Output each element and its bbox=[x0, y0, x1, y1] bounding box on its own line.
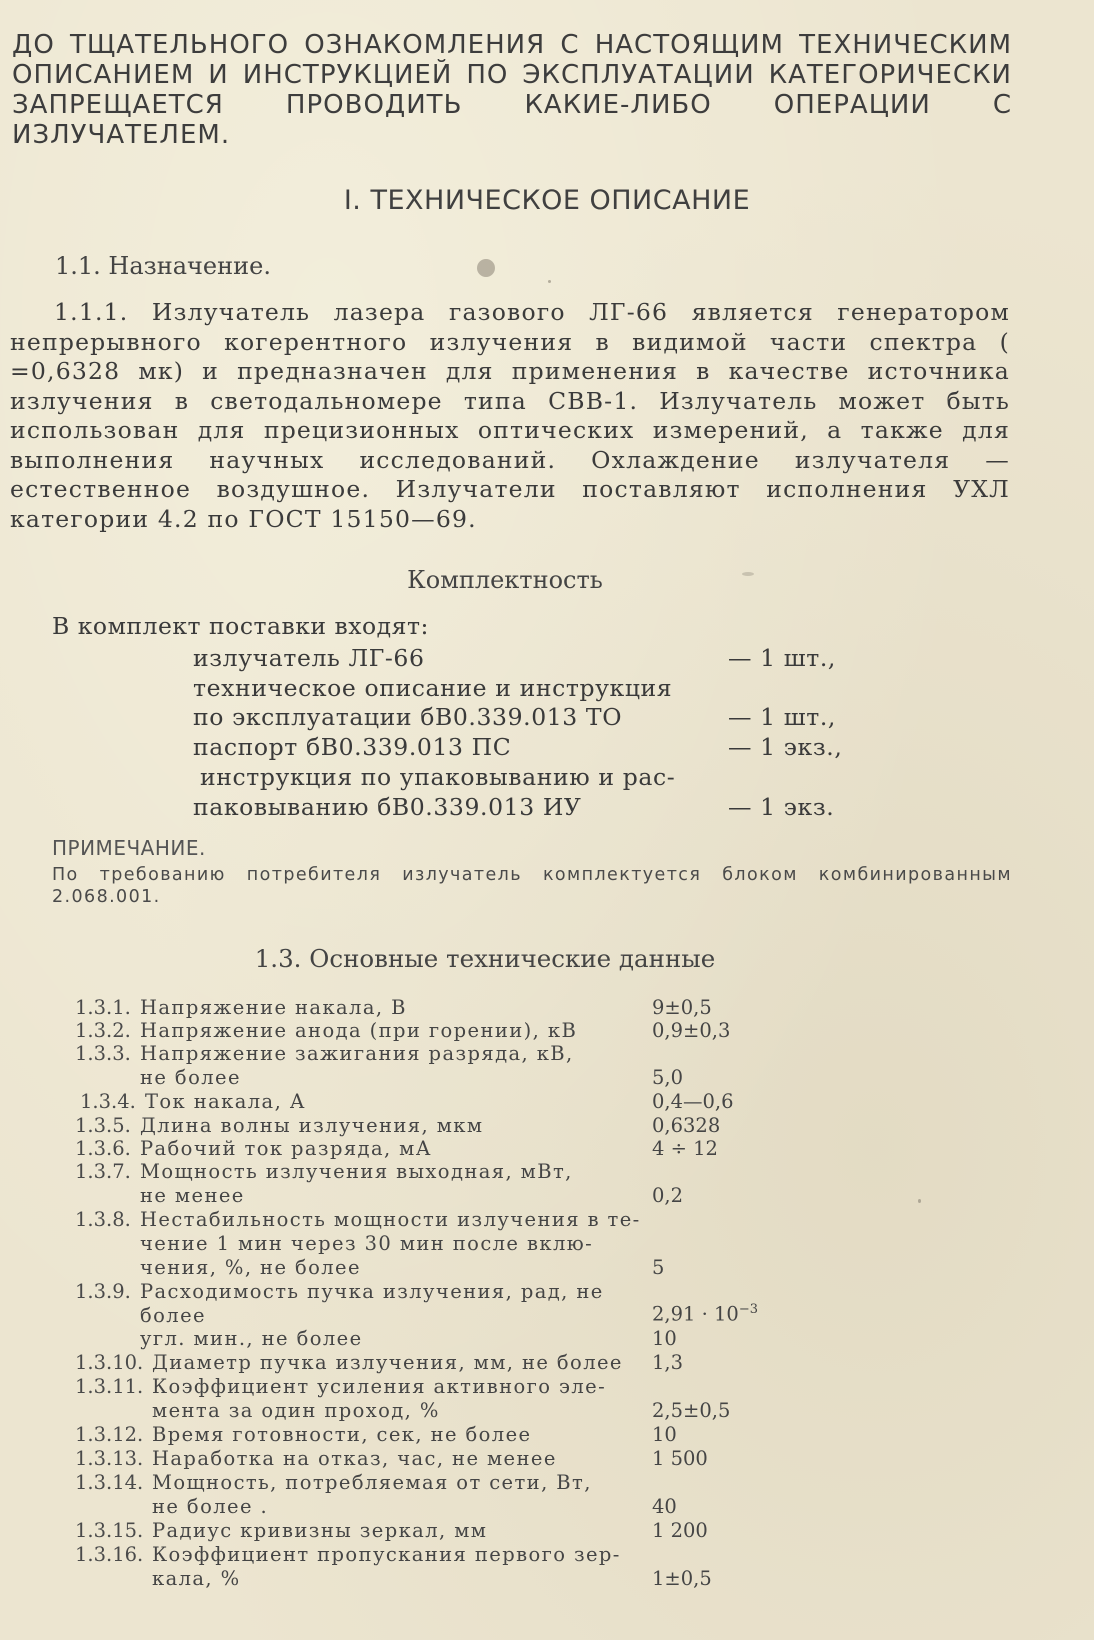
spec-number: 1.3.11. bbox=[75, 1375, 144, 1398]
spec-label: чения, %, не более bbox=[140, 1256, 361, 1279]
spec-value bbox=[652, 1302, 758, 1326]
spec-value: 1 500 bbox=[652, 1447, 708, 1470]
spec-label: Рабочий ток разряда, мА bbox=[140, 1137, 432, 1160]
spec-label: Диаметр пучка излучения, мм, не более bbox=[152, 1351, 623, 1374]
kit-intro: В комплект поставки входят: bbox=[52, 612, 429, 640]
spec-label: Напряжение зажигания разряда, кВ, bbox=[140, 1042, 574, 1065]
spec-label: кала, % bbox=[152, 1567, 241, 1590]
note-text: По требованию потребителя излучатель комплектуется блоком комбинированным 2.068.001. bbox=[52, 865, 1012, 907]
spec-label: не менее bbox=[140, 1184, 245, 1207]
kit-heading: Комплектность bbox=[407, 566, 603, 594]
spec-value: 10 bbox=[652, 1327, 677, 1350]
kit-item-line: паспорт бВ0.339.013 ПС bbox=[193, 733, 512, 761]
spec-label: Коэффициент усиления активного эле- bbox=[152, 1375, 607, 1398]
spec-label: Длина волны излучения, мкм bbox=[140, 1114, 484, 1137]
spec-label: Время готовности, сек, не более bbox=[152, 1423, 532, 1446]
spec-label: более bbox=[140, 1304, 206, 1327]
purpose-paragraph: 1.1.1. Излучатель лазера газового ЛГ-66 является генератором непрерывного когерентного излучения в видимой части спектра ( =0,6328 мк) и предназначен для применения в качестве источника излучения в светодальномере типа СВВ-1. Излучатель может быть использован для прецизионных оптических измерений, а также для выполнения научных исследований. Охлаждение излучателя — естественное воздушное. Излучатели поставляют исполнения УХЛ категории 4.2 по ГОСТ 15150—69. bbox=[10, 298, 1010, 533]
kit-item-qty: — 1 шт., bbox=[728, 703, 836, 731]
spec-label: Мощность, потребляемая от сети, Вт, bbox=[152, 1471, 592, 1494]
kit-item-line: излучатель ЛГ-66 bbox=[193, 644, 425, 672]
spec-value: 0,6328 bbox=[652, 1114, 721, 1137]
kit-item-qty: — 1 экз., bbox=[728, 733, 843, 761]
spec-label: Наработка на отказ, час, не менее bbox=[152, 1447, 557, 1470]
kit-item-qty: — 1 шт., bbox=[728, 644, 836, 672]
spec-label: угл. мин., не более bbox=[140, 1327, 363, 1350]
spec-label: Ток накала, А bbox=[145, 1090, 306, 1113]
spec-number: 1.3.12. bbox=[75, 1423, 144, 1446]
spec-number: 1.3.15. bbox=[75, 1519, 144, 1542]
spec-value: 0,9±0,3 bbox=[652, 1019, 731, 1042]
spec-number: 1.3.13. bbox=[75, 1447, 144, 1470]
spec-value: 4 ÷ 12 bbox=[652, 1137, 718, 1160]
spec-number: 1.3.4. bbox=[80, 1090, 136, 1113]
spec-number: 1.3.16. bbox=[75, 1543, 144, 1566]
spec-value: 40 bbox=[652, 1495, 677, 1518]
purpose-heading: 1.1. Назначение. bbox=[55, 252, 271, 280]
spec-value: 9±0,5 bbox=[652, 996, 712, 1019]
spec-label: не более . bbox=[152, 1495, 269, 1518]
spec-value: 0,4—0,6 bbox=[652, 1090, 734, 1113]
spec-value: 0,2 bbox=[652, 1184, 684, 1207]
kit-item-line: техническое описание и инструкция bbox=[193, 674, 673, 702]
spec-label: Нестабильность мощности излучения в те- bbox=[140, 1208, 641, 1231]
spec-label: чение 1 мин через 30 мин после вклю- bbox=[140, 1232, 594, 1255]
spec-number: 1.3.9. bbox=[75, 1280, 131, 1303]
kit-item-qty: — 1 экз. bbox=[728, 793, 835, 821]
paper-speck bbox=[548, 280, 551, 283]
spec-number: 1.3.6. bbox=[75, 1137, 131, 1160]
spec-value: 1±0,5 bbox=[652, 1567, 712, 1590]
note-title: ПРИМЕЧАНИЕ. bbox=[52, 836, 206, 860]
spec-label: Напряжение накала, В bbox=[140, 996, 407, 1019]
spec-number: 1.3.5. bbox=[75, 1114, 131, 1137]
spec-label: Мощность излучения выходная, мВт, bbox=[140, 1160, 573, 1183]
paper-speck bbox=[918, 1199, 921, 1203]
spec-number: 1.3.3. bbox=[75, 1042, 131, 1065]
spec-value: 5 bbox=[652, 1256, 665, 1279]
spec-number: 1.3.2. bbox=[75, 1019, 131, 1042]
spec-value: 5,0 bbox=[652, 1066, 684, 1089]
spec-value: 10 bbox=[652, 1423, 677, 1446]
kit-item-line: инструкция по упаковыванию и рас- bbox=[200, 763, 676, 791]
spec-label: мента за один проход, % bbox=[152, 1399, 440, 1422]
spec-number: 1.3.10. bbox=[75, 1351, 144, 1374]
warning-notice: ДО ТЩАТЕЛЬНОГО ОЗНАКОМЛЕНИЯ С НАСТОЯЩИМ ТЕХНИЧЕСКИМ ОПИСАНИЕМ И ИНСТРУКЦИЕЙ ПО ЭКСПЛУАТАЦИИ КАТЕГОРИЧЕСКИ ЗАПРЕЩАЕТСЯ ПРОВОДИТЬ КАКИЕ-ЛИБО ОПЕРАЦИИ С ИЗЛУЧАТЕЛЕМ. bbox=[12, 30, 1012, 150]
paper-speck bbox=[477, 259, 495, 277]
kit-item-line: по эксплуатации бВ0.339.013 ТО bbox=[193, 703, 623, 731]
specs-heading: 1.3. Основные технические данные bbox=[254, 944, 716, 973]
spec-number: 1.3.8. bbox=[75, 1208, 131, 1231]
paper-speck bbox=[742, 572, 754, 576]
spec-label: Расходимость пучка излучения, рад, не bbox=[140, 1280, 604, 1303]
spec-label: Коэффициент пропускания первого зер- bbox=[152, 1543, 621, 1566]
spec-label: не более bbox=[140, 1066, 241, 1089]
spec-number: 1.3.14. bbox=[75, 1471, 144, 1494]
spec-value-mantissa: 2,91 · 10 bbox=[652, 1302, 739, 1326]
spec-value: 2,5±0,5 bbox=[652, 1399, 731, 1422]
kit-item-line: паковыванию бВ0.339.013 ИУ bbox=[193, 793, 582, 821]
spec-label: Напряжение анода (при горении), кВ bbox=[140, 1019, 578, 1042]
section-title: I. ТЕХНИЧЕСКОЕ ОПИСАНИЕ bbox=[343, 185, 751, 216]
spec-value-exponent: −3 bbox=[738, 1302, 758, 1317]
spec-number: 1.3.1. bbox=[75, 996, 131, 1019]
spec-label: Радиус кривизны зеркал, мм bbox=[152, 1519, 488, 1542]
spec-value: 1 200 bbox=[652, 1519, 708, 1542]
spec-value: 1,3 bbox=[652, 1351, 684, 1374]
spec-number: 1.3.7. bbox=[75, 1160, 131, 1183]
